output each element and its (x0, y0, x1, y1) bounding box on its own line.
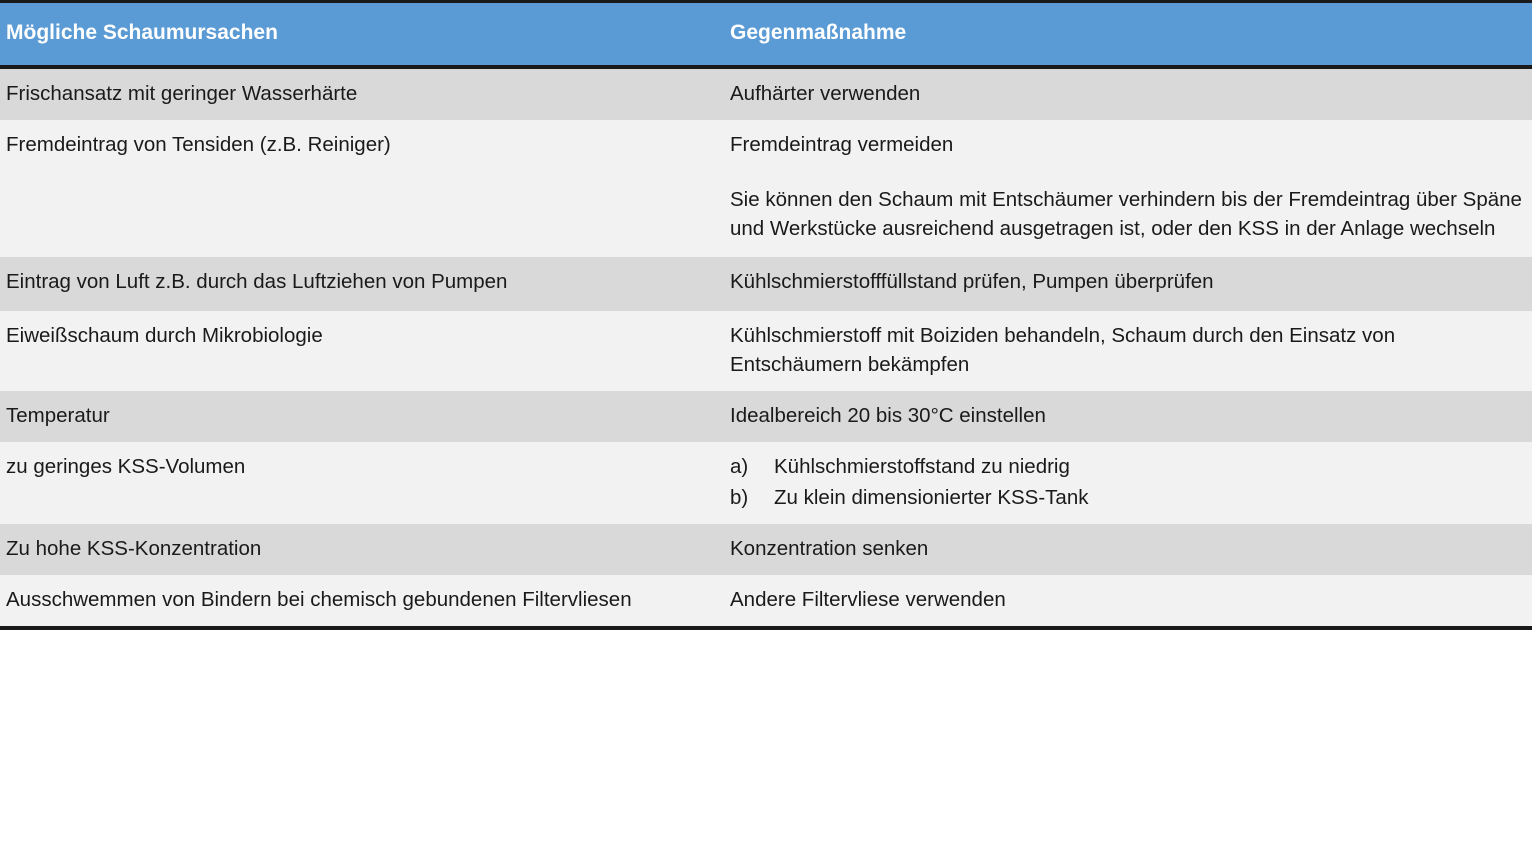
list-marker: a) (730, 454, 749, 478)
cell-measure: Idealbereich 20 bis 30°C einstellen (730, 403, 1046, 427)
list-marker: b) (730, 485, 749, 509)
cell-measure: Kühlschmierstoff mit Boiziden behandeln, Schaum durch den Einsatz von Entschäumern bekämpfen (730, 323, 1396, 376)
list-item (730, 483, 1522, 512)
table-row (0, 67, 1532, 120)
table-row (0, 120, 1532, 257)
cell-cause: Ausschwemmen von Bindern bei chemisch gebundenen Filtervliesen (6, 588, 632, 612)
column-header-cause: Mögliche Schaumursachen (6, 21, 278, 44)
list-item (730, 452, 1522, 481)
foam-causes-table-wrapper (0, 3, 1532, 626)
table-header-row (0, 3, 1532, 67)
list-text: Kühlschmierstoffstand zu niedrig (774, 454, 1070, 478)
table-body (0, 67, 1532, 626)
cell-measure: Kühlschmierstofffüllstand prüfen, Pumpen überprüfen (730, 270, 1214, 294)
measure-paragraph-1: Fremdeintrag vermeiden (730, 133, 954, 157)
cell-cause: zu geringes KSS-Volumen (6, 454, 246, 478)
table-row (0, 442, 1532, 524)
cell-cause: Fremdeintrag von Tensiden (z.B. Reiniger) (6, 133, 391, 157)
cell-measure (726, 120, 1532, 257)
measure-paragraph-2: Sie können den Schaum mit Entschäumer verhindern bis der Fremdeintrag über Späne und Werkstücke ausreichend ausgetragen ist, oder den KSS in der Anlage wechseln (730, 188, 1522, 241)
table-row (0, 575, 1532, 626)
table-row (0, 391, 1532, 442)
column-header-measure: Gegenmaßnahme (730, 21, 907, 44)
cell-cause: Frischansatz mit geringer Wasserhärte (6, 82, 358, 105)
table-row (0, 311, 1532, 391)
table-header (0, 3, 1532, 67)
cell-cause: Eiweißschaum durch Mikrobiologie (6, 323, 323, 347)
foam-causes-table (0, 3, 1532, 626)
table-bottom-rule (0, 626, 1532, 630)
cell-measure: Andere Filtervliese verwenden (730, 588, 1006, 612)
cell-cause: Eintrag von Luft z.B. durch das Luftziehen von Pumpen (6, 270, 508, 294)
cell-measure (726, 442, 1532, 524)
cell-measure: Konzentration senken (730, 537, 929, 561)
list-text: Zu klein dimensionierter KSS-Tank (774, 485, 1089, 509)
table-row (0, 257, 1532, 310)
cell-cause: Zu hohe KSS-Konzentration (6, 537, 262, 561)
cell-cause: Temperatur (6, 403, 110, 427)
cell-measure: Aufhärter verwenden (730, 82, 921, 105)
table-row (0, 524, 1532, 575)
